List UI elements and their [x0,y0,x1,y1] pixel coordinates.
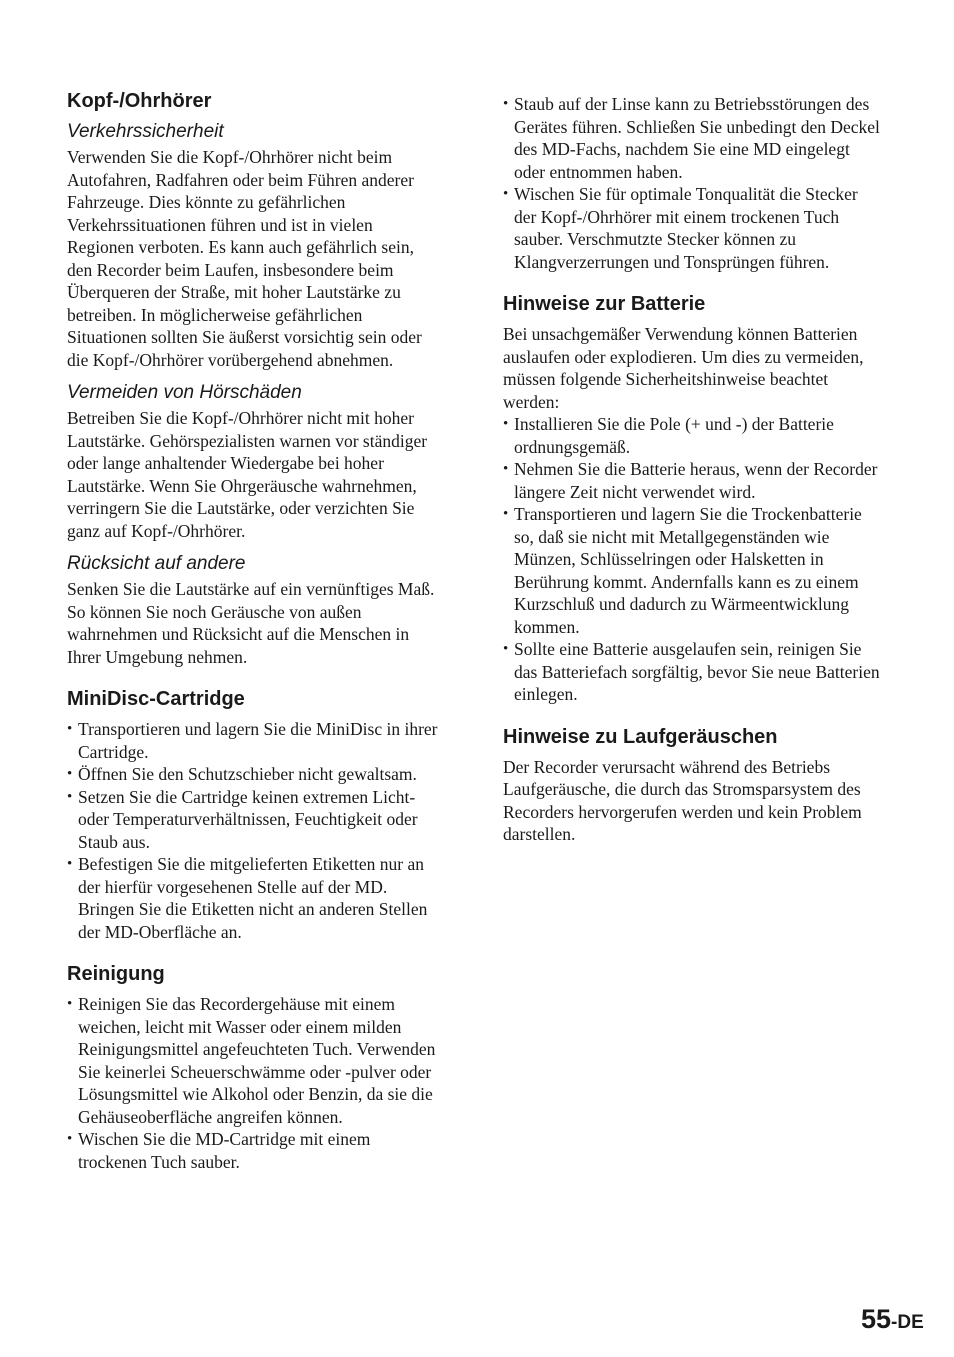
paragraph-hoerschaeden: Betreiben Sie die Kopf-/Ohrhörer nicht mit hoher Lautstärke. Gehörspezialisten warnen vor ständiger oder lange anhaltender Wiedergabe bei hoher Lautstärke. Wenn Sie Ohrgeräusche wahrnehmen, verringern Sie die Lautstärke, oder verzichten Sie ganz auf Kopf-/Ohrhörer. [67,408,428,541]
subsection-title-ruecksicht: Rücksicht auf andere [67,553,246,574]
page-number-suffix: -DE [891,1312,924,1333]
list-item: • Wischen Sie die MD-Cartridge mit einem trockenen Tuch sauber. [67,1128,443,1173]
reinigung-list [67,993,443,1173]
list-item: • Installieren Sie die Pole (+ und -) der Batterie ordnungsgemäß. [503,413,883,458]
list-item: • Sollte eine Batterie ausgelaufen sein, reinigen Sie das Batteriefach sorgfältig, bevor Sie neue Batterien einlegen. [503,638,883,706]
list-item: • Reinigen Sie das Recordergehäuse mit einem weichen, leicht mit Wasser oder einem milden Reinigungsmittel angefeuchteten Tuch. Verwenden Sie keinerlei Scheuerschwämme oder -pulver oder Lösungsmittel wie Alkohol oder Benzin, da sie die Gehäuseoberfläche angreifen können. [67,993,443,1128]
list-item: • Öffnen Sie den Schutzschieber nicht gewaltsam. [67,763,443,786]
list-item: • Wischen Sie für optimale Tonqualität die Stecker der Kopf-/Ohrhörer mit einem trockenen Tuch sauber. Verschmutzte Stecker können zu Klangverzerrungen und Tonsprüngen führen. [503,183,883,273]
batterie-list [503,413,883,706]
left-column [67,88,443,1173]
list-item: • Staub auf der Linse kann zu Betriebsstörungen des Gerätes führen. Schließen Sie unbedingt den Deckel des MD-Fachs, nachdem Sie eine MD eingelegt oder entnommen haben. [503,93,883,183]
page-number-value: 55 [861,1304,892,1334]
paragraph-verkehrssicherheit: Verwenden Sie die Kopf-/Ohrhörer nicht beim Autofahren, Radfahren oder beim Führen anderer Fahrzeuge. Dies könnte zu gefährlichen Verkehrssituationen führen und ist in vielen Regionen verboten. Es kann auch gefährlich sein, den Recorder beim Laufen, insbesondere beim Überqueren der Straße, mit hoher Lautstärke zu betreiben. In möglicherweise gefährlichen Situationen sollten Sie äußerst vorsichtig sein oder die Kopf-/Ohrhörer vorübergehend abnehmen. [67,147,422,370]
subsection-title-hoerschaeden: Vermeiden von Hörschäden [67,382,302,403]
right-column [503,93,883,846]
section-title-kopfhoerer: Kopf-/Ohrhörer [67,90,212,112]
list-item: • Transportieren und lagern Sie die MiniDisc in ihrer Cartridge. [67,718,443,763]
list-item: • Setzen Sie die Cartridge keinen extremen Licht- oder Temperaturverhältnissen, Feuchtigkeit oder Staub aus. [67,786,443,854]
subsection-title-verkehrssicherheit: Verkehrssicherheit [67,121,224,142]
list-item: • Befestigen Sie die mitgelieferten Etiketten nur an der hierfür vorgesehenen Stelle auf der MD. Bringen Sie die Etiketten nicht an anderen Stellen der MD-Oberfläche an. [67,853,443,943]
list-item: • Transportieren und lagern Sie die Trockenbatterie so, daß sie nicht mit Metallgegenständen wie Münzen, Schlüsselringen oder Halsketten in Berührung kommt. Andernfalls kann es zu einem Kurzschluß und dadurch zu Wärmeentwicklung kommen. [503,503,883,638]
section-title-laufgeraeusche: Hinweise zu Laufgeräuschen [503,725,778,748]
section-title-reinigung: Reinigung [67,963,165,985]
list-item: • Nehmen Sie die Batterie heraus, wenn der Recorder längere Zeit nicht verwendet wird. [503,458,883,503]
paragraph-laufgeraeusche: Der Recorder verursacht während des Betriebs Laufgeräusche, die durch das Stromsparsystem des Recorders hervorgerufen werden und kein Problem darstellen. [503,756,862,844]
paragraph-ruecksicht: Senken Sie die Lautstärke auf ein vernünftiges Maß. So können Sie noch Geräusche von außen wahrnehmen und Rücksicht auf die Menschen in Ihrer Umgebung nehmen. [67,579,435,667]
paragraph-batterie: Bei unsachgemäßer Verwendung können Batterien auslaufen oder explodieren. Um dies zu vermeiden, müssen folgende Sicherheitshinweise beachtet werden: [503,324,864,412]
cleaning-continued-list [503,93,883,273]
minidisc-list [67,718,443,943]
section-title-minidisc: MiniDisc-Cartridge [67,688,245,710]
section-title-batterie: Hinweise zur Batterie [503,293,706,315]
page-number [861,1302,924,1340]
